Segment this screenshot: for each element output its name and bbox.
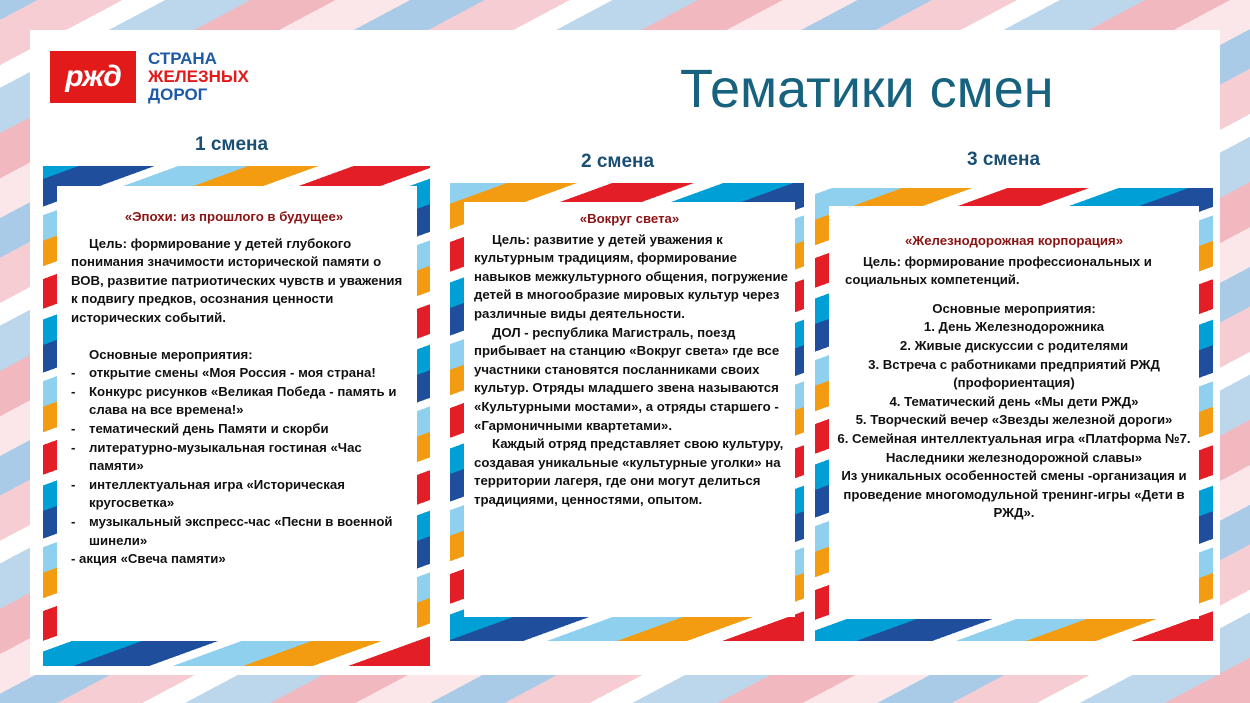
shift-2-theme: «Вокруг света» — [579, 211, 680, 226]
shift-2-paragraph-1: Цель: развитие у детей уважения к культурным традициям, формирование навыков межкультурного общения, погружение детей в многообразие мировых культур через различные виды деятельности. — [474, 231, 788, 321]
shift-3-card — [829, 206, 1199, 619]
list-item: - литературно-музыкальная гостиная «Час памяти» — [71, 439, 405, 476]
logo-line-1: СТРАНА — [148, 49, 217, 68]
shift-1-card — [57, 186, 417, 641]
shift-2-paragraph-2: ДОЛ - республика Магистраль, поезд прибывает на станцию «Вокруг света» где все участники становятся посланниками своих культур. Отряды младшего звена называются «Культурными мостами», а отряды старшего - «Гармоничными квартетами». — [474, 324, 780, 433]
list-item: 2. Живые дискуссии с родителями — [899, 337, 1129, 353]
list-item: - музыкальный экспресс-час «Песни в военной шинели» — [71, 513, 405, 550]
shift-3-events-heading: Основные мероприятия: — [932, 300, 1096, 316]
shift-2-card — [464, 202, 795, 617]
list-item: 1. День Железнодорожника — [923, 319, 1105, 335]
rzd-logo-mark: ржд — [50, 51, 136, 103]
page-title: Тематики смен — [680, 59, 1054, 119]
shift-1-last-event: - акция «Свеча памяти» — [71, 551, 226, 567]
shift-3-events — [833, 318, 1195, 467]
logo-line-2: ЖЕЛЕЗНЫХ — [148, 67, 249, 86]
shift-1-label: 1 смена — [195, 134, 269, 155]
list-item: 3. Встреча с работниками предприятий РЖД (профориентация) — [868, 356, 1160, 391]
rzd-logo — [50, 50, 249, 104]
shift-1-events — [71, 364, 417, 550]
shift-1-goal: Цель: формирование у детей глубокого понимания значимости исторической памяти о ВОВ, развитие патриотических чувств и уважения к подвигу предков, осознания ценности исторических событий. — [71, 235, 403, 325]
list-item: 6. Семейная интеллектуальная игра «Платформа №7. Наследники железнодорожной славы» — [837, 430, 1191, 465]
list-item: - интеллектуальная игра «Историческая кругосветка» — [71, 476, 405, 513]
shift-1-theme: «Эпохи: из прошлого в будущее» — [124, 209, 344, 224]
shift-2-paragraph-3: Каждый отряд представляет свою культуру, создавая уникальные «культурные уголки» на территории лагеря, где они могут делиться традициями, ценностями, опытом. — [474, 436, 784, 507]
logo-line-3: ДОРОГ — [148, 85, 208, 104]
list-item: 5. Творческий вечер «Звезды железной дороги» — [855, 412, 1173, 428]
shift-1-events-heading: Основные мероприятия: — [89, 346, 253, 362]
shift-3-goal: Цель: формирование профессиональных и социальных компетенций. — [845, 253, 1152, 288]
list-item: - открытие смены «Моя Россия - моя страна! — [71, 364, 405, 383]
logo-text — [148, 50, 249, 104]
list-item: 4. Тематический день «Мы дети РЖД» — [889, 393, 1139, 409]
shift-2-label: 2 смена — [581, 151, 655, 172]
list-item: - Конкурс рисунков «Великая Победа - память и слава на все времена!» — [71, 383, 405, 420]
shift-3-label: 3 смена — [967, 149, 1041, 170]
shift-3-theme: «Железнодорожная корпорация» — [904, 233, 1124, 248]
list-item: - тематический день Памяти и скорби — [71, 420, 405, 439]
shift-3-closing: Из уникальных особенностей смены -организация и проведение многомодульной тренинг-игры «Дети в РЖД». — [841, 468, 1187, 521]
